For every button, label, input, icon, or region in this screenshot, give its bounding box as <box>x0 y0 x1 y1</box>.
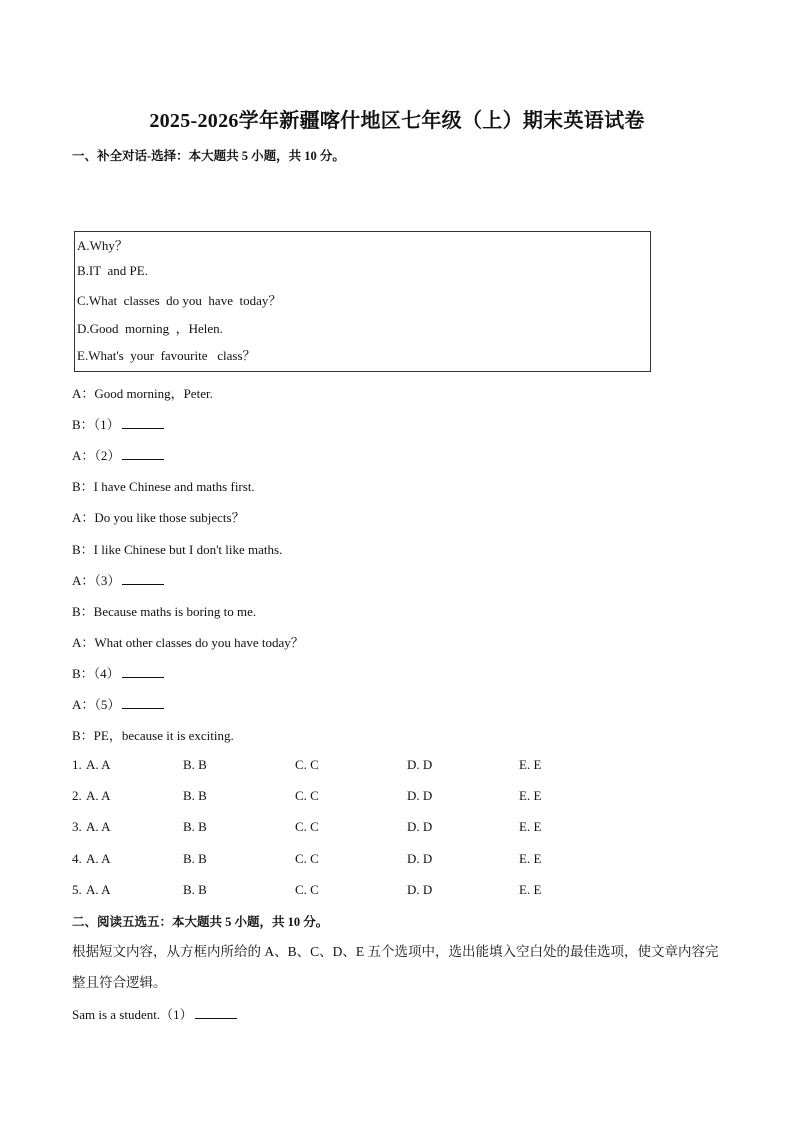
dialogue-line <box>72 476 255 495</box>
question-row <box>72 788 632 806</box>
question-row <box>72 851 632 869</box>
section2-heading: 二、阅读五选五：本大题共 5 小题，共 10 分。 <box>72 915 329 929</box>
choice-option[interactable]: C. C <box>295 757 319 772</box>
choice-option[interactable]: E. E <box>519 850 542 866</box>
dialogue-text: B：I have Chinese and maths first. <box>72 479 255 495</box>
dialogue-text: A：Good morning，Peter. <box>72 386 213 401</box>
choice-option[interactable]: B. B <box>183 757 207 772</box>
question-row <box>72 882 632 900</box>
dialogue-text: B：（1） <box>72 417 120 433</box>
dialogue-line <box>72 570 164 589</box>
answer-blank <box>122 572 164 585</box>
choice-option[interactable]: E. E <box>519 788 542 804</box>
choice-option[interactable]: D. D <box>407 819 433 835</box>
dialogue-line <box>72 601 256 620</box>
question-number: 1. <box>72 757 82 772</box>
dialogue-text: B：（4） <box>72 665 120 681</box>
option-a: A.Why？ <box>77 238 128 253</box>
dialogue-text: B：Because maths is boring to me. <box>72 603 257 619</box>
choice-option[interactable]: E. E <box>519 757 542 772</box>
choice-option[interactable]: C. C <box>295 850 319 866</box>
question-row <box>72 819 632 837</box>
choice-option[interactable]: E. E <box>519 881 542 897</box>
choice-option[interactable]: C. C <box>295 788 319 804</box>
option-d: D.Good morning ，Helen. <box>77 321 223 336</box>
choice-option[interactable]: E. E <box>519 819 542 835</box>
option-b: B.IT and PE. <box>77 263 148 278</box>
choice-option[interactable]: D. D <box>407 850 433 866</box>
question-number: 2. <box>72 788 82 804</box>
dialogue-text: A：（2） <box>72 448 121 464</box>
question-number: 3. <box>72 819 82 835</box>
dialogue-line <box>72 383 213 402</box>
option-c: C.What classes do you have today？ <box>77 293 282 308</box>
dialogue-line <box>72 725 234 744</box>
passage-text: Sam is a student.（1） <box>72 1007 193 1022</box>
choice-option[interactable]: B. B <box>183 819 207 835</box>
answer-blank <box>122 665 164 678</box>
question-row <box>72 757 632 775</box>
section1-heading: 一、补全对话-选择：本大题共 5 小题，共 10 分。 <box>72 149 345 163</box>
page-title: 2025-2026学年新疆喀什地区七年级（上）期末英语试卷 <box>149 110 645 132</box>
dialogue-line <box>72 414 164 433</box>
dialogue-text: A：Do you like those subjects？ <box>72 510 245 526</box>
choice-option[interactable]: D. D <box>407 881 433 897</box>
passage-first-line <box>72 1004 237 1023</box>
dialogue-text: A：（3） <box>72 572 121 588</box>
choice-option[interactable]: B. B <box>183 850 207 866</box>
dialogue-line <box>72 632 304 651</box>
section2-instruction: 根据短文内容，从方框内所给的 A、B、C、D、E 五个选项中，选出能填入空白处的最佳选项，使文章内容完整且符合逻辑。 <box>72 944 719 990</box>
dialogue-line <box>72 663 164 682</box>
dialogue-line <box>72 539 282 558</box>
answer-blank <box>195 1006 237 1019</box>
choice-option[interactable]: A. A <box>86 881 111 897</box>
dialogue-line <box>72 507 245 526</box>
choice-option[interactable]: B. B <box>183 881 207 897</box>
choice-option[interactable]: A. A <box>86 788 111 804</box>
choice-option[interactable]: C. C <box>295 881 319 897</box>
choice-option[interactable]: D. D <box>407 757 433 772</box>
choice-option[interactable]: B. B <box>183 788 207 804</box>
choice-option[interactable]: C. C <box>295 819 319 835</box>
choice-option[interactable]: A. A <box>86 757 111 772</box>
question-number: 4. <box>72 850 82 866</box>
options-box <box>74 231 651 372</box>
choice-option[interactable]: D. D <box>407 788 433 804</box>
option-e: E.What's your favourite class？ <box>77 348 256 363</box>
answer-blank <box>122 416 164 429</box>
question-number: 5. <box>72 881 82 897</box>
dialogue-line <box>72 445 164 464</box>
dialogue-text: B：PE，because it is exciting. <box>72 728 234 744</box>
dialogue-text: B：I like Chinese but I don't like maths. <box>72 541 283 557</box>
choice-option[interactable]: A. A <box>86 850 111 866</box>
choice-option[interactable]: A. A <box>86 819 111 835</box>
answer-blank <box>122 447 164 460</box>
dialogue-text: A：What other classes do you have today？ <box>72 634 304 650</box>
answer-blank <box>122 696 164 709</box>
dialogue-text: A：（5） <box>72 697 121 712</box>
dialogue-line <box>72 694 164 713</box>
